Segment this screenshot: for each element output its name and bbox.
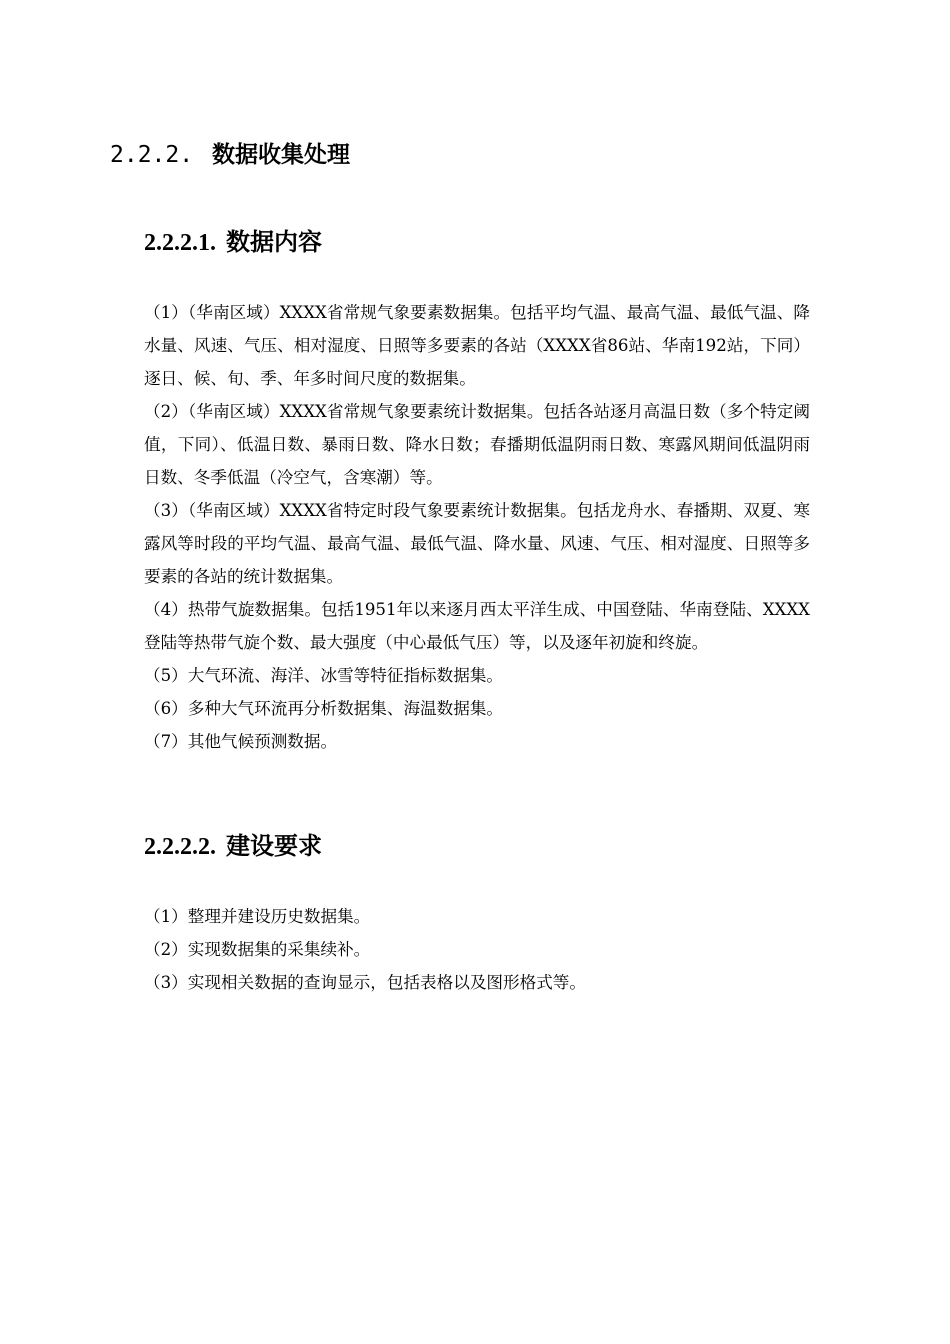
list-item: （1）整理并建设历史数据集。: [144, 907, 371, 926]
list-item: （4）热带气旋数据集。包括1951年以来逐月西太平洋生成、中国登陆、华南登陆、XXXX登陆等热带气旋个数、最大强度（中心最低气压）等，以及逐年初旋和终旋。: [144, 600, 810, 652]
subsection-title: 数据内容: [226, 228, 322, 256]
subsection-heading-requirements: [144, 826, 322, 861]
requirements-list: [144, 900, 810, 999]
list-item: （3）（华南区域）XXXX省特定时段气象要素统计数据集。包括龙舟水、春播期、双夏、寒露风等时段的平均气温、最高气温、最低气温、降水量、风速、气压、相对湿度、日照等多要素的各站的统计数据集。: [144, 501, 810, 586]
section-title: 数据收集处理: [212, 142, 350, 168]
list-item: （3）实现相关数据的查询显示，包括表格以及图形格式等。: [144, 973, 586, 992]
subsection-title: 建设要求: [226, 832, 322, 860]
subsection-number: 2.2.2.1.: [144, 230, 216, 256]
section-number: 2.2.2.: [110, 142, 194, 168]
subsection-number: 2.2.2.2.: [144, 834, 216, 860]
list-item: （6）多种大气环流再分析数据集、海温数据集。: [144, 699, 504, 718]
content-list: [144, 296, 810, 758]
list-item: （1）（华南区域）XXXX省常规气象要素数据集。包括平均气温、最高气温、最低气温、降水量、风速、气压、相对湿度、日照等多要素的各站（XXXX省86站、华南192站，下同）逐日、候、旬、季、年多时间尺度的数据集。: [144, 303, 810, 388]
list-item: （7）其他气候预测数据。: [144, 732, 338, 751]
list-item: （2）（华南区域）XXXX省常规气象要素统计数据集。包括各站逐月高温日数（多个特定阈值，下同）、低温日数、暴雨日数、降水日数；春播期低温阴雨日数、寒露风期间低温阴雨日数、冬季低温（冷空气，含寒潮）等。: [144, 402, 810, 487]
subsection-heading-content: [144, 222, 322, 257]
section-heading: [110, 136, 350, 169]
list-item: （2）实现数据集的采集续补。: [144, 940, 371, 959]
list-item: （5）大气环流、海洋、冰雪等特征指标数据集。: [144, 666, 504, 685]
